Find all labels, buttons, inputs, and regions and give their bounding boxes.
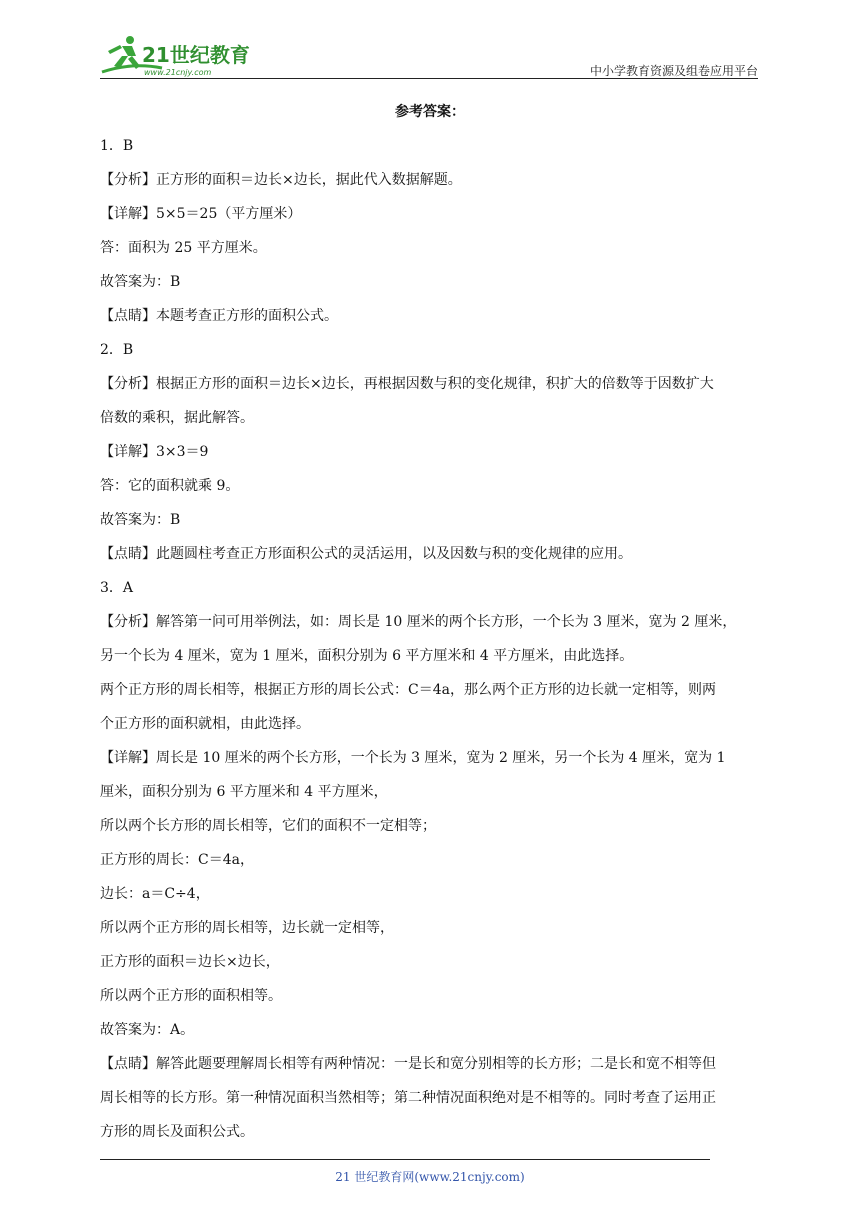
text-line: 所以两个长方形的周长相等，它们的面积不一定相等； <box>100 818 436 834</box>
platform-name: 中小学教育资源及组卷应用平台 <box>589 64 758 78</box>
text-line: 所以两个正方形的周长相等，边长就一定相等， <box>100 920 394 936</box>
text-line: 【分析】解答第一问可用举例法，如：周长是 10 厘米的两个长方形，一个长为 3 厘米，宽为 2 厘米， <box>100 614 737 630</box>
svg-text:www.21cnjy.com: www.21cnjy.com <box>144 68 212 77</box>
text-line: 3．A <box>100 580 134 596</box>
text-line: 【分析】正方形的面积＝边长×边长，据此代入数据解题。 <box>100 172 462 188</box>
text-line: 1．B <box>100 138 134 154</box>
text-line: 两个正方形的周长相等，根据正方形的周长公式：C＝4a，那么两个正方形的边长就一定相等，则两 <box>100 682 716 698</box>
text-line: 倍数的乘积，据此解答。 <box>100 410 254 426</box>
svg-text:21世纪教育: 21世纪教育 <box>142 43 250 67</box>
text-line: 边长：a＝C÷4， <box>100 886 210 902</box>
text-line: 故答案为：A。 <box>100 1022 195 1038</box>
text-line: 【详解】5×5＝25（平方厘米） <box>100 206 302 222</box>
text-line: 另一个长为 4 厘米，宽为 1 厘米，面积分别为 6 平方厘米和 4 平方厘米，由此选择。 <box>100 648 634 664</box>
text-line: 所以两个正方形的面积相等。 <box>100 988 282 1004</box>
text-line: 故答案为：B <box>100 512 181 528</box>
answer-title: 参考答案： <box>395 104 465 120</box>
text-line: 答：它的面积就乘 9。 <box>100 478 240 494</box>
text-line: 答：面积为 25 平方厘米。 <box>100 240 267 256</box>
text-line: 故答案为：B <box>100 274 181 290</box>
text-line: 【点睛】此题圆柱考查正方形面积公式的灵活运用，以及因数与积的变化规律的应用。 <box>100 546 632 562</box>
header-divider <box>100 78 758 79</box>
page-header <box>92 26 758 78</box>
text-line: 【点睛】解答此题要理解周长相等有两种情况：一是长和宽分别相等的长方形；二是长和宽不相等但 <box>100 1056 716 1072</box>
text-line: 【详解】周长是 10 厘米的两个长方形，一个长为 3 厘米，宽为 2 厘米，另一个长为 4 厘米，宽为 1 <box>100 750 726 766</box>
text-line: 厘米，面积分别为 6 平方厘米和 4 平方厘米， <box>100 784 388 800</box>
text-line: 正方形的周长：C＝4a， <box>100 852 254 868</box>
text-line: 【详解】3×3＝9 <box>100 444 209 460</box>
text-line: 2．B <box>100 342 134 358</box>
text-line: 【分析】根据正方形的面积＝边长×边长，再根据因数与积的变化规律，积扩大的倍数等于因数扩大 <box>100 376 714 392</box>
text-line: 周长相等的长方形。第一种情况面积当然相等；第二种情况面积绝对是不相等的。同时考查了运用正 <box>100 1090 716 1106</box>
footer-link[interactable]: 21 世纪教育网(www.21cnjy.com) <box>335 1170 525 1184</box>
text-line: 正方形的面积＝边长×边长， <box>100 954 280 970</box>
answer-content <box>100 129 780 1149</box>
text-line: 【点睛】本题考查正方形的面积公式。 <box>100 308 338 324</box>
site-logo <box>92 32 262 78</box>
text-line: 个正方形的面积就相，由此选择。 <box>100 716 310 732</box>
text-line: 方形的周长及面积公式。 <box>100 1124 254 1140</box>
footer-divider <box>100 1159 710 1160</box>
